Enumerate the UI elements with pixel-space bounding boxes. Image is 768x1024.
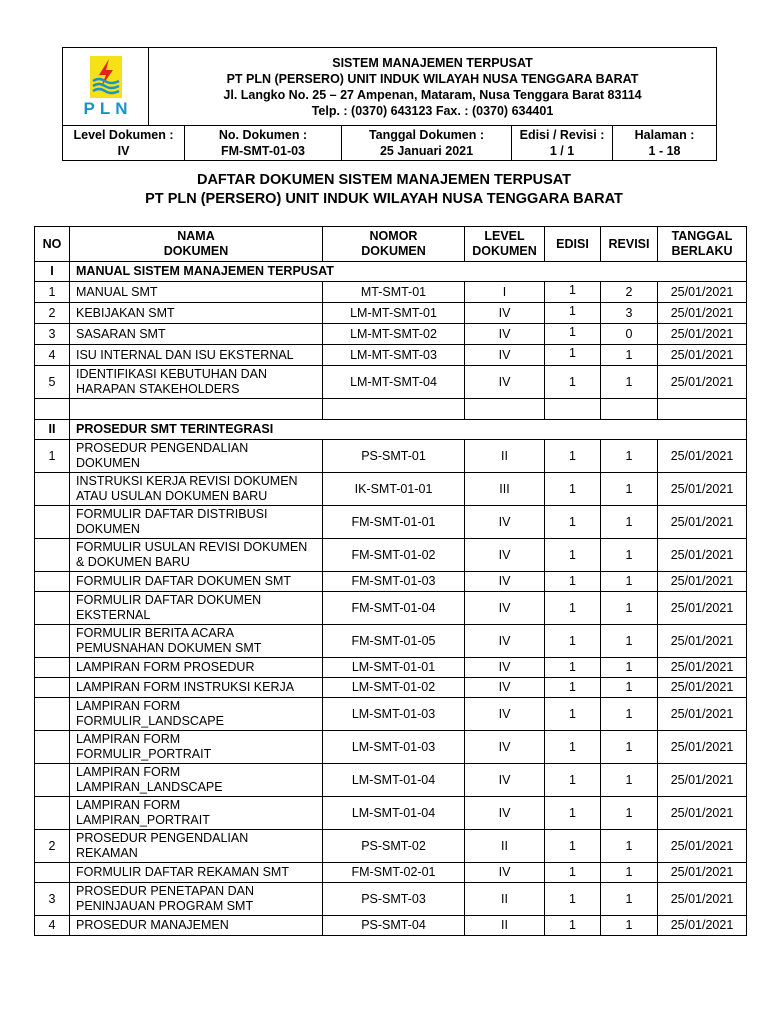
- row-no: 2: [35, 303, 70, 324]
- document-name-line: INSTRUKSI KERJA REVISI DOKUMEN: [76, 474, 298, 488]
- row-document-level: IV: [465, 658, 545, 678]
- table-row: [35, 731, 747, 764]
- row-document-level: II: [465, 830, 545, 863]
- row-revision: [601, 399, 658, 420]
- row-no: 2: [35, 830, 70, 863]
- row-document-level: IV: [465, 303, 545, 324]
- row-document-name: [70, 324, 323, 345]
- title-line-1: DAFTAR DOKUMEN SISTEM MANAJEMEN TERPUSAT: [196, 172, 572, 188]
- meta-edition: Edisi / Revisi : 1 / 1: [512, 126, 613, 161]
- col-header-edisi: EDISI: [545, 227, 601, 262]
- row-no: 1: [35, 440, 70, 473]
- document-name-line: MANUAL SMT: [76, 284, 158, 299]
- document-name-line: FORMULIR DAFTAR DOKUMEN: [76, 593, 262, 607]
- meta-level: Level Dokumen : IV: [63, 126, 185, 161]
- table-row: [35, 282, 747, 303]
- table-row: [35, 539, 747, 572]
- row-edition: 1: [545, 366, 601, 399]
- document-name-line: DOKUMEN: [76, 456, 140, 470]
- row-edition: 1: [545, 863, 601, 883]
- document-name-line: ISU INTERNAL DAN ISU EKSTERNAL: [76, 347, 294, 362]
- col-header-no: NO: [35, 227, 70, 262]
- section-title: MANUAL SISTEM MANAJEMEN TERPUSAT: [70, 262, 747, 282]
- row-revision: 1: [601, 539, 658, 572]
- row-document-number: FM-SMT-01-02: [323, 539, 465, 572]
- document-name-line: FORMULIR DAFTAR DISTRIBUSI: [76, 507, 268, 521]
- row-document-number: LM-SMT-01-03: [323, 731, 465, 764]
- document-list-table: [34, 226, 747, 936]
- row-document-number: PS-SMT-03: [323, 883, 465, 916]
- row-edition: 1: [545, 539, 601, 572]
- row-document-number: LM-MT-SMT-04: [323, 366, 465, 399]
- table-row: [35, 698, 747, 731]
- col-header-nama: NAMA DOKUMEN: [70, 227, 323, 262]
- row-document-level: II: [465, 440, 545, 473]
- row-revision: 1: [601, 731, 658, 764]
- row-document-level: IV: [465, 678, 545, 698]
- row-document-name: [70, 345, 323, 366]
- company-address: Jl. Langko No. 25 – 27 Ampenan, Mataram, Nusa Tenggara Barat 83114: [223, 87, 642, 102]
- document-name-line: FORMULIR BERITA ACARA: [76, 626, 235, 640]
- row-document-name: [70, 678, 323, 698]
- row-revision: 0: [601, 324, 658, 345]
- company-phone: Telp. : (0370) 643123 Fax. : (0370) 634401: [311, 103, 554, 118]
- row-revision: 1: [601, 625, 658, 658]
- row-document-level: I: [465, 282, 545, 303]
- row-no: 3: [35, 883, 70, 916]
- row-document-name: [70, 698, 323, 731]
- row-edition: 1: [545, 883, 601, 916]
- row-no: [35, 539, 70, 572]
- row-document-number: FM-SMT-01-05: [323, 625, 465, 658]
- logo-cell: [63, 48, 149, 126]
- table-row: [35, 440, 747, 473]
- row-revision: 1: [601, 863, 658, 883]
- row-document-number: FM-SMT-01-01: [323, 506, 465, 539]
- row-document-name: [70, 539, 323, 572]
- document-header: [62, 47, 717, 161]
- document-name-line: LAMPIRAN FORM: [76, 732, 181, 746]
- row-revision: 3: [601, 303, 658, 324]
- row-document-level: IV: [465, 625, 545, 658]
- table-row: [35, 399, 747, 420]
- row-document-name: [70, 440, 323, 473]
- document-name-line: LAMPIRAN FORM INSTRUKSI KERJA: [76, 680, 295, 694]
- table-row: [35, 658, 747, 678]
- document-title: [0, 171, 768, 209]
- row-revision: 1: [601, 678, 658, 698]
- row-document-level: IV: [465, 539, 545, 572]
- row-document-level: IV: [465, 592, 545, 625]
- row-no: 4: [35, 345, 70, 366]
- row-effective-date: 25/01/2021: [658, 440, 747, 473]
- table-row: [35, 625, 747, 658]
- row-document-number: LM-SMT-01-03: [323, 698, 465, 731]
- row-effective-date: 25/01/2021: [658, 539, 747, 572]
- document-name-line: REKAMAN: [76, 846, 138, 860]
- row-document-number: LM-SMT-01-01: [323, 658, 465, 678]
- row-revision: 1: [601, 506, 658, 539]
- row-effective-date: [658, 399, 747, 420]
- document-name-line: LAMPIRAN FORM: [76, 699, 181, 713]
- document-name-line: DOKUMEN: [76, 522, 140, 536]
- document-name-line: LAMPIRAN_PORTRAIT: [76, 813, 210, 827]
- row-effective-date: 25/01/2021: [658, 303, 747, 324]
- row-no: [35, 625, 70, 658]
- document-name-line: PROSEDUR PENGENDALIAN: [76, 441, 249, 455]
- row-revision: 1: [601, 366, 658, 399]
- row-effective-date: 25/01/2021: [658, 698, 747, 731]
- row-effective-date: 25/01/2021: [658, 625, 747, 658]
- document-name-line: FORMULIR_PORTRAIT: [76, 747, 212, 761]
- row-document-level: IV: [465, 345, 545, 366]
- section-number: I: [35, 262, 70, 282]
- document-name-line: IDENTIFIKASI KEBUTUHAN DAN: [76, 367, 267, 381]
- title-line-2: PT PLN (PERSERO) UNIT INDUK WILAYAH NUSA TENGGARA BARAT: [145, 191, 623, 207]
- row-no: 1: [35, 282, 70, 303]
- col-header-tanggal: TANGGAL BERLAKU: [658, 227, 747, 262]
- row-effective-date: 25/01/2021: [658, 764, 747, 797]
- row-no: [35, 764, 70, 797]
- table-body: [35, 262, 747, 936]
- row-document-name: [70, 916, 323, 936]
- row-edition: [545, 399, 601, 420]
- row-effective-date: 25/01/2021: [658, 678, 747, 698]
- meta-page: Halaman : 1 - 18: [613, 126, 717, 161]
- row-no: [35, 731, 70, 764]
- document-name-line: LAMPIRAN FORM PROSEDUR: [76, 660, 255, 674]
- row-no: [35, 399, 70, 420]
- document-name-line: FORMULIR_LANDSCAPE: [76, 714, 224, 728]
- document-name-line: LAMPIRAN FORM: [76, 765, 181, 779]
- row-document-number: [323, 399, 465, 420]
- row-document-number: FM-SMT-02-01: [323, 863, 465, 883]
- row-document-name: [70, 303, 323, 324]
- row-edition: 1: [545, 324, 601, 345]
- row-effective-date: 25/01/2021: [658, 572, 747, 592]
- document-name-line: PROSEDUR PENGENDALIAN: [76, 831, 249, 845]
- row-document-name: [70, 399, 323, 420]
- row-document-name: [70, 625, 323, 658]
- logo-text: PLN: [83, 98, 133, 118]
- row-edition: 1: [545, 440, 601, 473]
- document-name-line: HARAPAN STAKEHOLDERS: [76, 382, 240, 396]
- row-document-number: FM-SMT-01-03: [323, 572, 465, 592]
- row-edition: 1: [545, 282, 601, 303]
- row-no: [35, 698, 70, 731]
- row-document-name: [70, 658, 323, 678]
- table-row: [35, 863, 747, 883]
- row-effective-date: 25/01/2021: [658, 592, 747, 625]
- row-effective-date: 25/01/2021: [658, 658, 747, 678]
- row-no: [35, 797, 70, 830]
- meta-doc-date: Tanggal Dokumen : 25 Januari 2021: [342, 126, 512, 161]
- row-edition: 1: [545, 678, 601, 698]
- row-document-level: IV: [465, 324, 545, 345]
- document-name-line: FORMULIR DAFTAR REKAMAN SMT: [76, 865, 289, 879]
- pln-lightning-icon: [90, 56, 122, 98]
- row-document-level: II: [465, 883, 545, 916]
- table-row: [35, 764, 747, 797]
- row-document-name: [70, 366, 323, 399]
- company-info: [149, 48, 717, 126]
- row-document-number: LM-MT-SMT-01: [323, 303, 465, 324]
- document-name-line: SASARAN SMT: [76, 326, 166, 341]
- section-title: PROSEDUR SMT TERINTEGRASI: [70, 420, 747, 440]
- row-document-name: [70, 764, 323, 797]
- row-edition: 1: [545, 345, 601, 366]
- row-no: [35, 572, 70, 592]
- table-row: [35, 678, 747, 698]
- row-effective-date: 25/01/2021: [658, 797, 747, 830]
- row-edition: 1: [545, 572, 601, 592]
- col-header-nomor: NOMOR DOKUMEN: [323, 227, 465, 262]
- table-row: [35, 473, 747, 506]
- table-row: [35, 797, 747, 830]
- row-effective-date: 25/01/2021: [658, 863, 747, 883]
- row-effective-date: 25/01/2021: [658, 916, 747, 936]
- row-no: [35, 506, 70, 539]
- row-document-level: III: [465, 473, 545, 506]
- row-no: 3: [35, 324, 70, 345]
- meta-doc-number: No. Dokumen : FM-SMT-01-03: [185, 126, 342, 161]
- table-row: [35, 366, 747, 399]
- row-document-number: LM-MT-SMT-03: [323, 345, 465, 366]
- row-revision: 1: [601, 658, 658, 678]
- row-revision: 1: [601, 883, 658, 916]
- row-document-level: IV: [465, 797, 545, 830]
- row-effective-date: 25/01/2021: [658, 324, 747, 345]
- table-row: [35, 830, 747, 863]
- row-document-number: IK-SMT-01-01: [323, 473, 465, 506]
- row-effective-date: 25/01/2021: [658, 883, 747, 916]
- row-document-number: LM-SMT-01-04: [323, 764, 465, 797]
- document-name-line: & DOKUMEN BARU: [76, 555, 190, 569]
- row-document-name: [70, 506, 323, 539]
- row-revision: 1: [601, 440, 658, 473]
- row-no: [35, 658, 70, 678]
- table-row: [35, 506, 747, 539]
- row-effective-date: 25/01/2021: [658, 345, 747, 366]
- row-edition: 1: [545, 592, 601, 625]
- row-effective-date: 25/01/2021: [658, 506, 747, 539]
- row-revision: 1: [601, 698, 658, 731]
- row-edition: 1: [545, 303, 601, 324]
- document-name-line: PEMUSNAHAN DOKUMEN SMT: [76, 641, 262, 655]
- document-name-line: PENINJAUAN PROGRAM SMT: [76, 899, 254, 913]
- document-name-line: PROSEDUR MANAJEMEN: [76, 918, 229, 932]
- row-document-level: IV: [465, 506, 545, 539]
- table-row: [35, 345, 747, 366]
- row-edition: 1: [545, 830, 601, 863]
- row-document-number: MT-SMT-01: [323, 282, 465, 303]
- row-revision: 1: [601, 345, 658, 366]
- row-no: 5: [35, 366, 70, 399]
- document-name-line: FORMULIR DAFTAR DOKUMEN SMT: [76, 574, 292, 588]
- row-revision: 1: [601, 797, 658, 830]
- document-name-line: FORMULIR USULAN REVISI DOKUMEN: [76, 540, 308, 554]
- row-effective-date: 25/01/2021: [658, 830, 747, 863]
- row-effective-date: 25/01/2021: [658, 366, 747, 399]
- row-no: [35, 863, 70, 883]
- document-name-line: KEBIJAKAN SMT: [76, 305, 175, 320]
- row-edition: 1: [545, 625, 601, 658]
- row-no: [35, 592, 70, 625]
- table-row: [35, 883, 747, 916]
- section-row: [35, 420, 747, 440]
- row-document-level: II: [465, 916, 545, 936]
- col-header-level: LEVEL DOKUMEN: [465, 227, 545, 262]
- row-document-number: LM-MT-SMT-02: [323, 324, 465, 345]
- row-effective-date: 25/01/2021: [658, 731, 747, 764]
- table-row: [35, 592, 747, 625]
- pln-logo: [76, 56, 136, 118]
- row-revision: 2: [601, 282, 658, 303]
- row-document-name: [70, 473, 323, 506]
- row-document-name: [70, 282, 323, 303]
- row-edition: 1: [545, 731, 601, 764]
- table-row: [35, 324, 747, 345]
- table-header-row: [35, 227, 747, 262]
- row-document-name: [70, 830, 323, 863]
- row-edition: 1: [545, 916, 601, 936]
- row-document-name: [70, 797, 323, 830]
- table-row: [35, 916, 747, 936]
- section-row: [35, 262, 747, 282]
- row-document-number: PS-SMT-04: [323, 916, 465, 936]
- document-name-line: ATAU USULAN DOKUMEN BARU: [76, 489, 268, 503]
- row-document-level: [465, 399, 545, 420]
- row-document-number: LM-SMT-01-04: [323, 797, 465, 830]
- row-edition: 1: [545, 506, 601, 539]
- row-document-level: IV: [465, 764, 545, 797]
- section-number: II: [35, 420, 70, 440]
- row-document-number: PS-SMT-01: [323, 440, 465, 473]
- document-name-line: LAMPIRAN_LANDSCAPE: [76, 780, 223, 794]
- table-row: [35, 572, 747, 592]
- row-no: [35, 473, 70, 506]
- row-revision: 1: [601, 830, 658, 863]
- row-document-number: FM-SMT-01-04: [323, 592, 465, 625]
- row-revision: 1: [601, 473, 658, 506]
- row-no: [35, 678, 70, 698]
- row-document-level: IV: [465, 863, 545, 883]
- col-header-revisi: REVISI: [601, 227, 658, 262]
- row-document-level: IV: [465, 366, 545, 399]
- row-document-name: [70, 572, 323, 592]
- document-name-line: PROSEDUR PENETAPAN DAN: [76, 884, 255, 898]
- row-document-name: [70, 592, 323, 625]
- row-edition: 1: [545, 797, 601, 830]
- row-edition: 1: [545, 764, 601, 797]
- row-revision: 1: [601, 572, 658, 592]
- row-document-number: PS-SMT-02: [323, 830, 465, 863]
- document-name-line: LAMPIRAN FORM: [76, 798, 181, 812]
- system-name: SISTEM MANAJEMEN TERPUSAT: [332, 55, 533, 70]
- row-document-level: IV: [465, 572, 545, 592]
- row-revision: 1: [601, 916, 658, 936]
- row-document-name: [70, 883, 323, 916]
- row-document-name: [70, 731, 323, 764]
- company-name: PT PLN (PERSERO) UNIT INDUK WILAYAH NUSA TENGGARA BARAT: [226, 71, 639, 86]
- row-no: 4: [35, 916, 70, 936]
- row-document-level: IV: [465, 731, 545, 764]
- row-edition: 1: [545, 473, 601, 506]
- row-effective-date: 25/01/2021: [658, 473, 747, 506]
- row-revision: 1: [601, 764, 658, 797]
- row-revision: 1: [601, 592, 658, 625]
- document-name-line: EKSTERNAL: [76, 608, 151, 622]
- row-effective-date: 25/01/2021: [658, 282, 747, 303]
- row-edition: 1: [545, 698, 601, 731]
- row-document-number: LM-SMT-01-02: [323, 678, 465, 698]
- row-document-level: IV: [465, 698, 545, 731]
- row-edition: 1: [545, 658, 601, 678]
- row-document-name: [70, 863, 323, 883]
- table-row: [35, 303, 747, 324]
